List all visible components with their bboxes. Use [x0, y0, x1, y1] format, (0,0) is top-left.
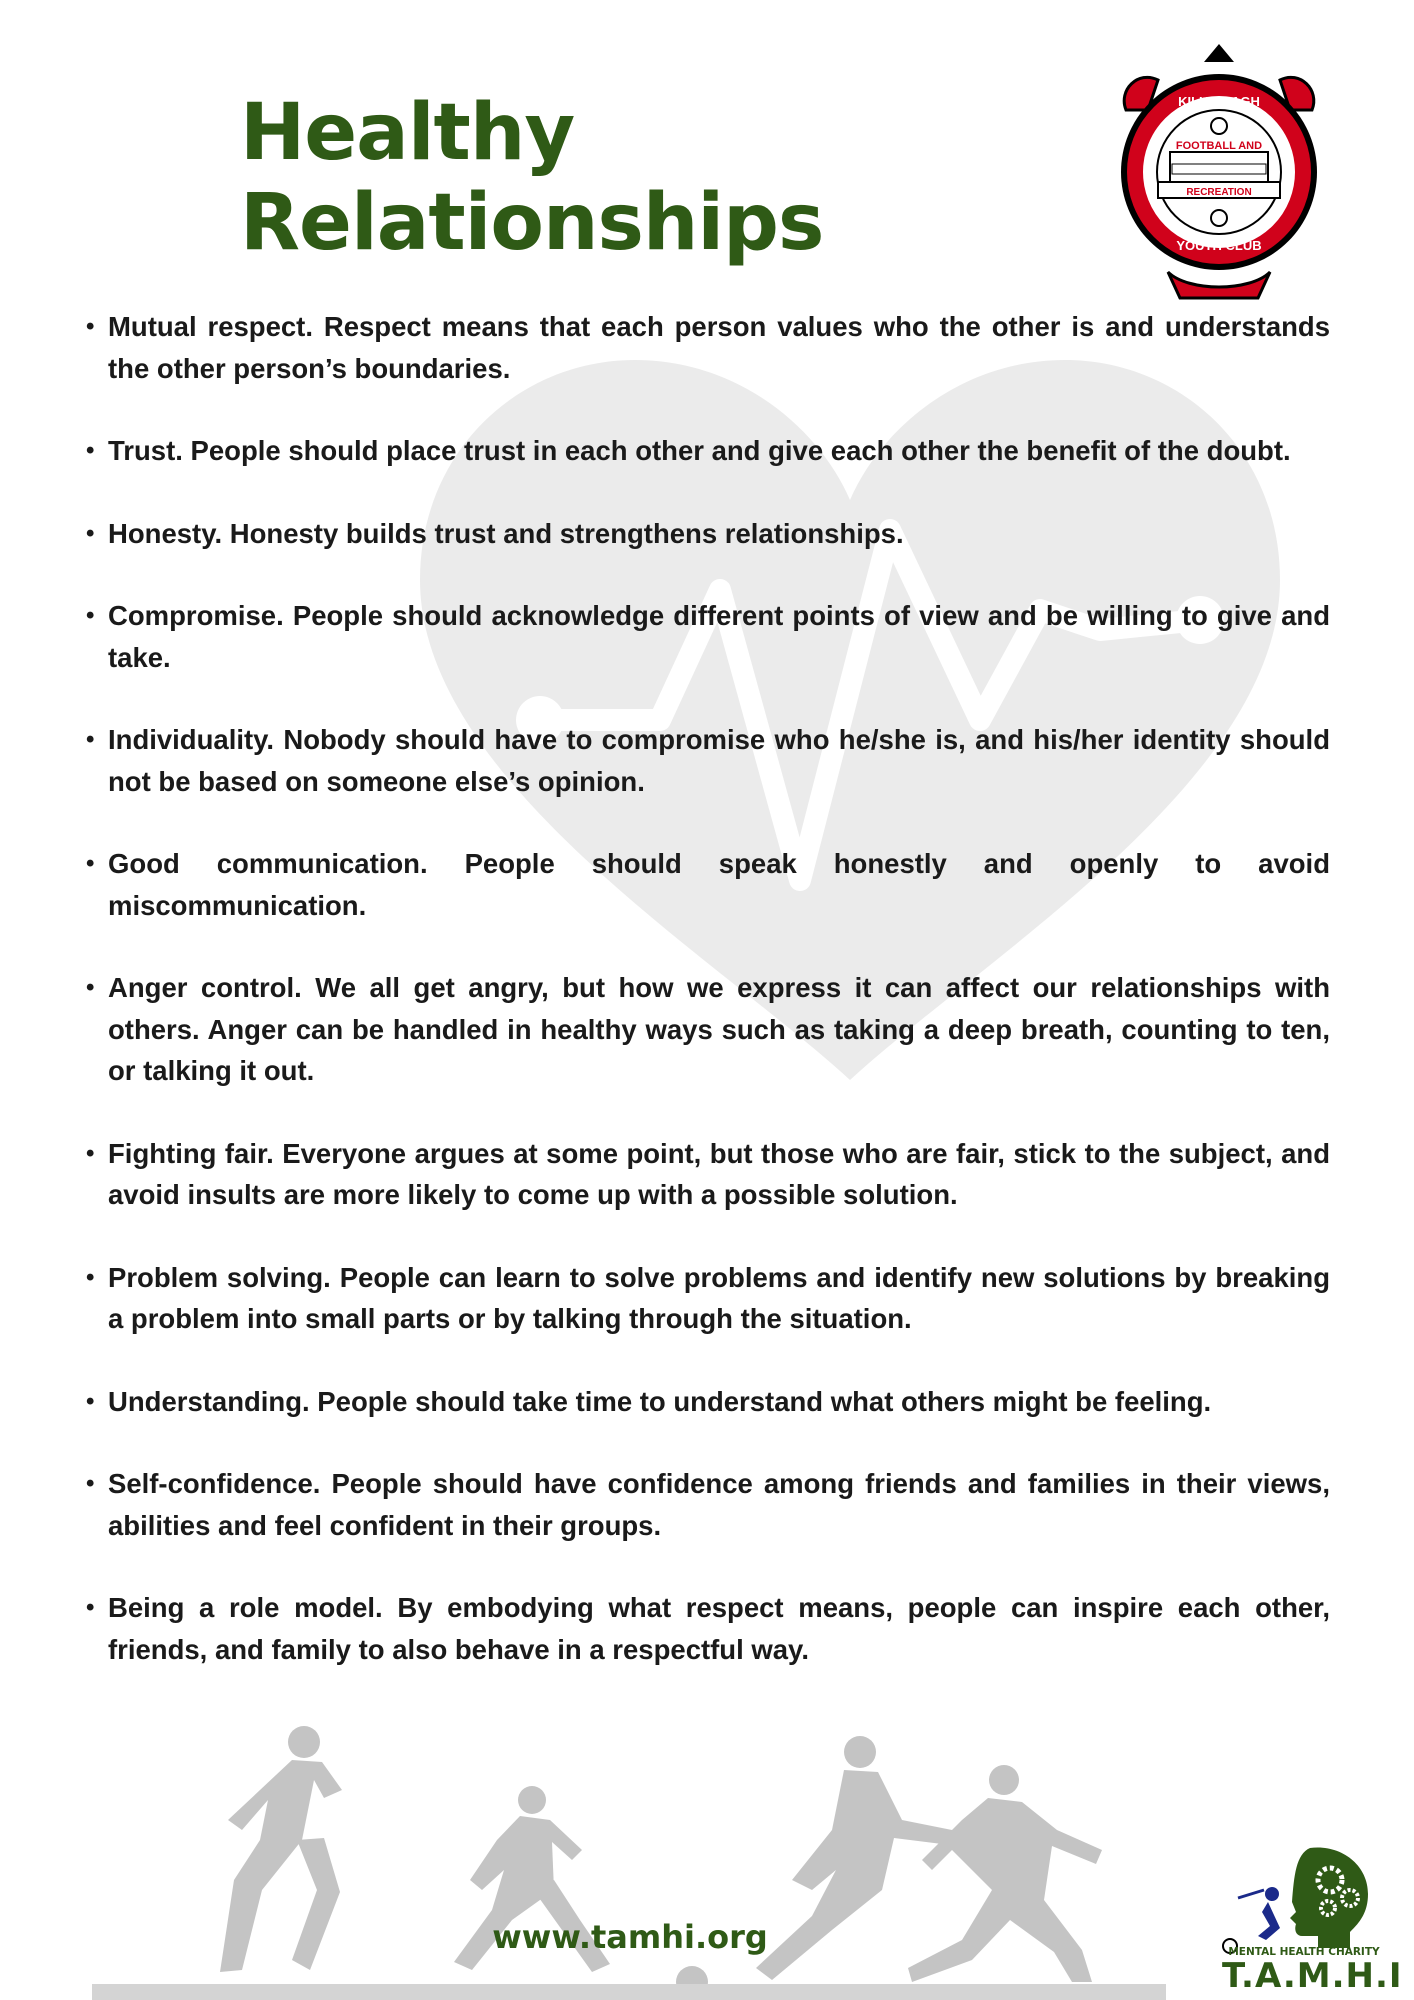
- list-item: [84, 719, 1330, 802]
- list-item: [84, 1381, 1330, 1423]
- badge-bottom-text: YOUTH CLUB: [1176, 238, 1262, 253]
- list-item-text: Honesty. Honesty builds trust and strengthens relationships.: [108, 517, 904, 549]
- list-item-text: Being a role model. By embodying what respect means, people can inspire each other, friends, and family to also behave in a respectful way.: [108, 1592, 1330, 1665]
- bullet: •: [86, 602, 95, 629]
- list-item: [84, 967, 1330, 1092]
- list-item: [84, 1133, 1330, 1216]
- list-item-text: Individuality. Nobody should have to compromise who he/she is, and his/her identity should not be based on someone else’s opinion.: [108, 724, 1330, 797]
- bullet: •: [86, 1263, 95, 1291]
- club-badge-logo: [1108, 40, 1330, 302]
- list-item: [84, 513, 1330, 555]
- badge-top-text: KILLYLEAGH: [1178, 94, 1260, 109]
- badge-middle-bottom-text: RECREATION: [1186, 187, 1252, 198]
- list-item: [84, 306, 1330, 389]
- bullet: •: [86, 437, 95, 464]
- bullet: •: [86, 313, 95, 340]
- list-item-text: Mutual respect. Respect means that each person values who the other is and understands the other person’s boundaries.: [108, 311, 1330, 384]
- list-item: [84, 1587, 1330, 1670]
- bullet: •: [86, 1139, 95, 1167]
- bullet: •: [86, 1594, 95, 1621]
- website-link[interactable]: www.tamhi.org: [492, 1918, 768, 1956]
- bullet: •: [86, 974, 95, 1001]
- badge-middle-top-text: FOOTBALL AND: [1175, 140, 1263, 152]
- list-item: [84, 595, 1330, 678]
- grass-strip: [92, 1984, 1166, 2000]
- bullet: •: [86, 1387, 95, 1415]
- page-title: Healthy Relationships: [240, 88, 824, 268]
- list-item-text: Trust. People should place trust in each other and give each other the benefit of the doubt.: [108, 435, 1291, 466]
- bullet: •: [86, 519, 95, 547]
- tamhi-name: T.A.M.H.I: [1222, 1956, 1403, 1996]
- bullet: •: [86, 1470, 95, 1497]
- tamhi-tagline: MENTAL HEALTH CHARITY: [1228, 1946, 1380, 1958]
- list-item-text: Understanding. People should take time to understand what others might be feeling.: [108, 1385, 1212, 1417]
- list-item: [84, 1257, 1330, 1340]
- list-item-text: Fighting fair. Everyone argues at some point, but those who are fair, stick to the subject, and avoid insults are more likely to come up with a possible solution.: [108, 1137, 1330, 1210]
- relationship-traits-list: [84, 306, 1330, 1711]
- list-item-text: Good communication. People should speak honestly and openly to avoid miscommunication.: [108, 848, 1330, 921]
- list-item: [84, 843, 1330, 926]
- list-item: [84, 430, 1330, 472]
- bullet: •: [86, 850, 95, 877]
- list-item-text: Self-confidence. People should have confidence among friends and families in their views, abilities and feel confident in their groups.: [108, 1468, 1330, 1541]
- footballers-silhouette-icon: [92, 1720, 1172, 2000]
- bullet: •: [86, 726, 95, 753]
- list-item: [84, 1463, 1330, 1546]
- list-item-text: Anger control. We all get angry, but how we express it can affect our relationships with others. Anger can be handled in healthy ways such as taking a deep breath, counting to ten, or talking it out.: [108, 972, 1330, 1086]
- list-item-text: Compromise. People should acknowledge different points of view and be willing to give and take.: [108, 600, 1330, 673]
- list-item-text: Problem solving. People can learn to solve problems and identify new solutions by breaking a problem into small parts or by talking through the situation.: [108, 1261, 1330, 1334]
